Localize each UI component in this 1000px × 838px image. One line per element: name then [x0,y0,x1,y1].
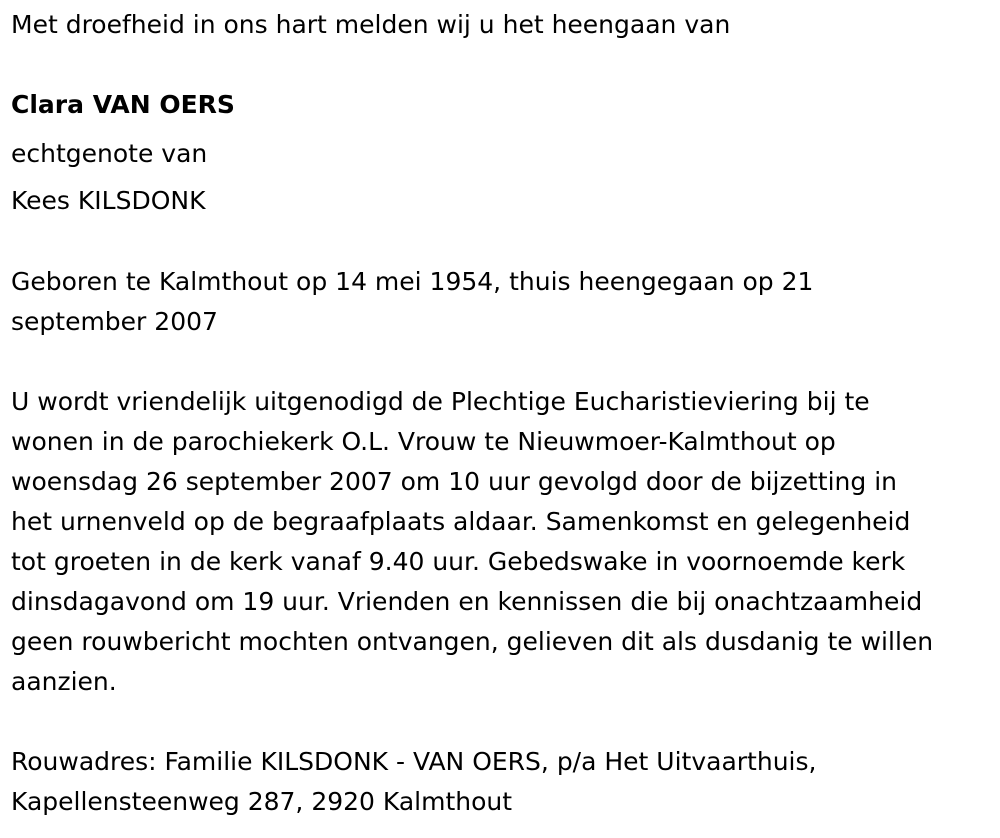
invitation-line: tot groeten in de kerk vanaf 9.40 uur. Gebedswake in voornoemde kerk [11,547,906,576]
invitation-line: wonen in de parochiekerk O.L. Vrouw te Nieuwmoer-Kalmthout op [11,427,836,456]
mourning-address [11,742,911,822]
invitation-line: woensdag 26 september 2007 om 10 uur gevolgd door de bijzetting in [11,467,897,496]
invitation-line: het urnenveld op de begraafplaats aldaar. Samenkomst en gelegenheid [11,507,911,536]
invitation-line: aanzien. [11,667,117,696]
intro-text: Met droefheid in ons hart melden wij u het heengaan van [11,10,731,39]
invitation-line: geen rouwbericht mochten ontvangen, gelieven dit als dusdanig te willen [11,627,934,656]
deceased-name: Clara VAN OERS [11,90,235,119]
spouse-label: echtgenote van [11,139,208,168]
invitation-line: dinsdagavond om 19 uur. Vrienden en kennissen die bij onachtzaamheid [11,587,923,616]
address-line-2: Kapellensteenweg 287, 2920 Kalmthout [11,787,513,816]
funeral-invitation [11,382,996,702]
address-line-1: Rouwadres: Familie KILSDONK - VAN OERS, p/a Het Uitvaarthuis, [11,747,817,776]
birth-death-dates [11,262,911,342]
dates-line-1: Geboren te Kalmthout op 14 mei 1954, thuis heengegaan op 21 [11,267,814,296]
spouse-name: Kees KILSDONK [11,186,206,215]
dates-line-2: september 2007 [11,307,218,336]
invitation-line: U wordt vriendelijk uitgenodigd de Plechtige Eucharistieviering bij te [11,387,870,416]
